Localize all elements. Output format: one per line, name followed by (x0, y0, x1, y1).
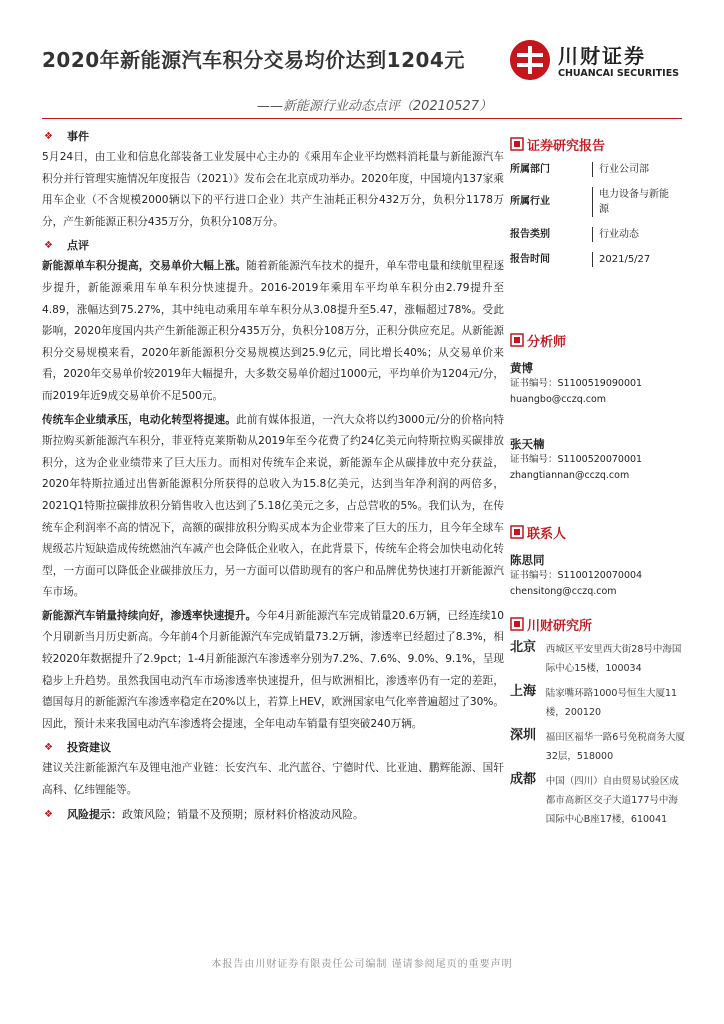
sidebar-heading-report (510, 132, 685, 156)
office-item (510, 772, 685, 829)
paragraph-lead: 新能源汽车销量持续向好，渗透率快速提升。 (42, 609, 257, 622)
main-content (42, 126, 504, 825)
office-address: 中国（四川）自由贸易试验区成都市高新区交子大道177号中海国际中心B座17楼，610041 (545, 776, 679, 825)
office-item (510, 684, 685, 722)
sidebar-heading-label: 川财研究所 (527, 618, 593, 634)
meta-value: 2021/5/27 (592, 252, 650, 267)
office-item (510, 640, 685, 678)
analyst-name: 黄博 (510, 361, 533, 375)
office-address: 福田区福华一路6号免税商务大厦32层，518000 (545, 732, 685, 762)
logo-english-name: CHUANCAI SECURITIES (558, 68, 680, 79)
report-meta (510, 162, 685, 267)
analyst-email[interactable]: zhangtiannan@cczq.com (510, 470, 630, 481)
section-heading: 点评 (66, 239, 89, 253)
diamond-bullet-icon: ❖ (44, 742, 53, 754)
meta-row (510, 162, 685, 177)
analyst-cert: 证书编号：S1100519090001 (510, 378, 643, 389)
analyst-cert: 证书编号：S1100520070001 (510, 454, 643, 465)
diamond-bullet-icon: ❖ (44, 131, 53, 142)
office-item (510, 728, 685, 766)
meta-key: 报告类别 (510, 229, 550, 240)
sidebar-heading-analyst (510, 328, 685, 352)
analyst-name: 张天楠 (510, 437, 545, 451)
report-title: 2020年新能源汽车积分交易均价达到1204元 (42, 48, 465, 72)
office-list (510, 640, 685, 829)
analyst-card (510, 360, 685, 408)
paragraph-body: 随着新能源汽车技术的提升，单车带电量和续航里程逐步提升，新能源乘用车单车积分快速提升。2016-2019年乘用车平均单车积分由2.79提升至4.89，涨幅达到75.27%，其中纯电动乘用车单车积分从3.08提升至5.47，涨幅超过78%。受此影响，2020年度国内共产生新能源正积分435万分，负积分108万分，正积分供应充足。从新能源积分交易规模来看，2020年新能源积分交易规模达到25.9亿元，同比增长40%；从交易单价来看，2020年交易单价较2019年大幅提升，大多数交易单价超过1000元，平均单价为1204元/分，而2019年近9成交易单价不足500元。 (42, 260, 505, 402)
meta-key: 所属部门 (510, 164, 550, 175)
sidebar-heading-label: 证券研究报告 (527, 138, 606, 154)
meta-key: 所属行业 (510, 196, 550, 207)
section-heading: 风险提示： (66, 807, 122, 821)
sidebar-heading-label: 分析师 (527, 334, 567, 350)
risk-text: 政策风险；销量不及预期；原材料价格波动风险。 (121, 807, 364, 821)
diamond-bullet-icon: ❖ (44, 240, 53, 252)
meta-row (510, 187, 685, 217)
meta-key: 报告时间 (510, 254, 550, 265)
contact-card (510, 552, 685, 600)
company-logo (510, 40, 700, 88)
comment-paragraph-3 (42, 606, 504, 736)
logo-mark-icon (510, 40, 550, 80)
office-city: 北京 (510, 640, 537, 655)
section-event (42, 126, 504, 147)
meta-value: 电力设备与新能源 (592, 187, 675, 217)
meta-row (510, 227, 685, 242)
analyst-icon (510, 333, 524, 347)
logo-chinese-name: 川财证券 (558, 44, 646, 68)
section-heading: 投资建议 (66, 741, 111, 755)
contact-name: 陈思同 (510, 553, 545, 567)
paragraph-body: 此前有媒体报道，一汽大众将以约3000元/分的价格向特斯拉购买新能源汽车积分，菲亚特克莱斯勒从2019年至今花费了约24亿美元向特斯拉购买碳排放积分，这为企业业绩带来了巨大压力。而相对传统车企来说，新能源车企从碳排放中充分获益，2020年特斯拉通过出售新能源积分所获得的总收入为15.8亿美元，达到当年净利润的两倍多，2021Q1特斯拉碳排放积分销售收入也达到了5.18亿美元之多，占总营收的5%。我们认为，在传统车企利润率不高的情况下，高额的碳排放积分购买成本为企业带来了巨大的压力，且今年全球车规级芯片短缺造成传统燃油汽车减产也会降低企业收入，在此背景下，传统车企将会加快电动化转型，一方面可以降低企业碳排放压力，另一方面可以借助现有的客户和品牌优势快速打开新能源汽车市场。 (42, 413, 504, 599)
research-icon (510, 617, 524, 631)
section-invest (42, 737, 504, 758)
office-city: 深圳 (510, 728, 537, 743)
paragraph-body: 今年4月新能源汽车完成销量20.6万辆，已经连续10个月刷新当月历史新高。今年前4个月新能源汽车完成销量73.2万辆，渗透率已经超过了8.3%，相较2020年数据提升了2.9pct；1-4月新能源汽车渗透率分别为7.2%、7.6%、9.0%、9.1%，呈现稳步上升趋势。虽然我国电动汽车市场渗透率快速提升，但与欧洲相比，渗透率仍有一定的差距，德国每月的新能源汽车渗透率稳定在20%以上，若算上HEV，欧洲国家电气化率普遍超过了30%。因此，预计未来我国电动汽车渗透将会提速，全年电动车销量有望突破240万辆。 (42, 609, 504, 730)
section-heading: 事件 (66, 130, 89, 143)
report-icon (510, 137, 524, 151)
office-address: 西城区平安里西大街28号中海国际中心15楼，100034 (545, 644, 682, 674)
sidebar-heading-label: 联系人 (527, 526, 567, 542)
meta-value: 行业公司部 (592, 162, 649, 177)
sidebar (510, 132, 685, 835)
meta-value: 行业动态 (592, 227, 639, 242)
paragraph-lead: 新能源单车积分提高，交易单价大幅上涨。 (42, 260, 247, 273)
meta-row (510, 252, 685, 267)
comment-paragraph-2 (42, 410, 504, 604)
section-risk (42, 804, 504, 825)
office-city: 上海 (510, 684, 537, 699)
analyst-email[interactable]: huangbo@cczq.com (510, 394, 607, 405)
section-comment (42, 235, 504, 256)
comment-paragraph-1 (42, 256, 504, 407)
event-paragraph: 5月24日，由工业和信息化部装备工业发展中心主办的《乘用车企业平均燃料消耗量与新能源汽车积分并行管理实施情况年度报告（2021）》发布会在北京成功举办。2020年度，中国境内137家乘用车企业（不含规模2000辆以下的平行进口企业）共产生油耗正积分432万分，负积分1178万分，产生新能源正积分435万分，负积分108万分。 (42, 151, 504, 228)
analyst-card (510, 436, 685, 484)
paragraph-lead: 传统车企业绩承压，电动化转型将提速。 (42, 413, 237, 426)
header-divider (42, 118, 682, 119)
invest-paragraph: 建议关注新能源汽车及锂电池产业链：长安汽车、北汽蓝谷、宁德时代、比亚迪、鹏辉能源、国轩高科、亿纬锂能等。 (42, 762, 504, 797)
sidebar-heading-contact (510, 520, 685, 544)
diamond-bullet-icon: ❖ (44, 808, 53, 820)
office-city: 成都 (510, 772, 537, 787)
report-subtitle: ——新能源行业动态点评（20210527） (256, 99, 492, 114)
contact-email[interactable]: chensitong@cczq.com (510, 586, 617, 597)
contact-cert: 证书编号：S1100120070004 (510, 570, 643, 581)
office-address: 陆家嘴环路1000号恒生大厦11楼，200120 (545, 688, 678, 718)
sidebar-heading-research (510, 612, 685, 636)
page-footer: 本报告由川财证券有限责任公司编制 谨请参阅尾页的重要声明 (211, 959, 513, 970)
contact-icon (510, 525, 524, 539)
